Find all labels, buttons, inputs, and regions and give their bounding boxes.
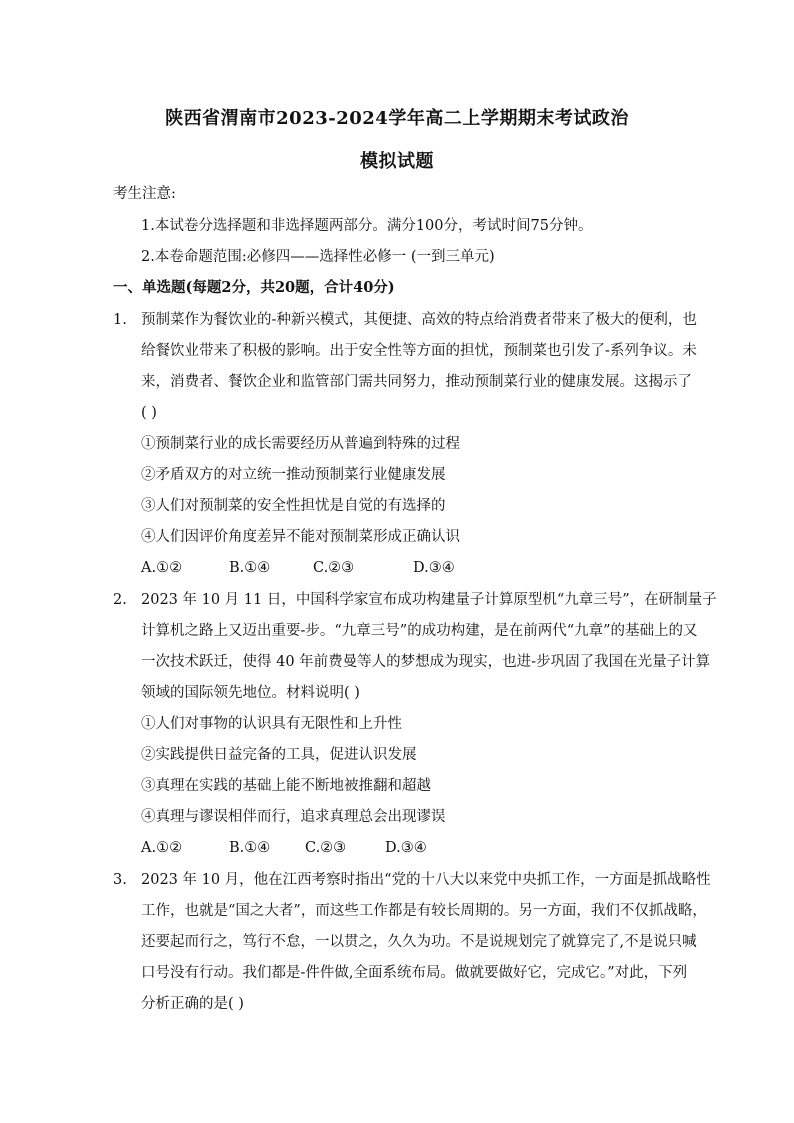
statement: ③真理在实践的基础上能不断地被推翻和超越 xyxy=(141,778,431,794)
notice-item: 1.本试卷分选择题和非选择题两部分。满分100分，考试时间75分钟。 xyxy=(141,218,593,234)
statement: ④人们因评价角度差异不能对预制菜形成正确认识 xyxy=(141,529,460,545)
notice-label: 考生注意: xyxy=(113,186,176,202)
question-stem-line: 预制菜作为餐饮业的-种新兴模式，其便捷、高效的特点给消费者带来了极大的便利，也 xyxy=(141,312,697,328)
question-stem-line: 计算机之路上又迈出重要-步。“九章三号”的成功构建，是在前两代“九章”的基础上的又 xyxy=(141,623,698,639)
section-heading: 一、单选题(每题2分，共20题，合计40分) xyxy=(113,279,395,296)
exam-title-line-2: 模拟试题 xyxy=(360,151,434,172)
answer-options xyxy=(141,558,455,578)
question-stem-line: 2023 年 10 月 11 日，中国科学家宣布成功构建量子计算原型机“九章三号”，在研制量子 xyxy=(141,592,717,608)
question-stem-line: 2023 年 10 月，他在江西考察时指出“党的十八大以来党中央抓工作，一方面是抓战略性 xyxy=(141,872,711,888)
question-stem-line: 口号没有行动。我们都是-件件做,全面系统布局。做就要做好它，完成它。”对此，下列 xyxy=(141,965,688,981)
question-number: 1. xyxy=(113,312,127,328)
question-stem-line: 分析正确的是( ) xyxy=(141,996,244,1012)
question-stem-line: 领域的国际领先地位。材料说明( ) xyxy=(141,685,360,701)
question-stem-line: 还要起而行之，笃行不怠，一以贯之，久久为功。不是说规划完了就算完了,不是说只喊 xyxy=(141,934,697,950)
question-stem-line: 给餐饮业带来了积极的影响。出于安全性等方面的担忧，预制菜也引发了-系列争议。未 xyxy=(141,343,697,359)
option-a[interactable]: A.①② xyxy=(141,840,183,856)
option-b[interactable]: B.①④ xyxy=(229,560,271,576)
statement: ①人们对事物的认识具有无限性和上升性 xyxy=(141,716,402,732)
statement: ②矛盾双方的对立统一推动预制菜行业健康发展 xyxy=(141,467,446,483)
question-stem-line: 来，消费者、餐饮企业和监管部门需共同努力，推动预制菜行业的健康发展。这揭示了 xyxy=(141,374,692,390)
option-a[interactable]: A.①② xyxy=(141,560,183,576)
option-c[interactable]: C.②③ xyxy=(313,560,355,576)
option-d[interactable]: D.③④ xyxy=(385,840,427,856)
exam-title-line-1: 陕西省渭南市2023-2024学年高二上学期期末考试政治 xyxy=(165,108,629,129)
question-number: 3. xyxy=(113,872,127,888)
answer-options xyxy=(141,838,427,858)
statement: ①预制菜行业的成长需要经历从普遍到特殊的过程 xyxy=(141,436,460,452)
statement: ②实践提供日益完备的工具，促进认识发展 xyxy=(141,747,417,763)
notice-item: 2.本卷命题范围:必修四——选择性必修一 (一到三单元) xyxy=(141,249,495,265)
option-d[interactable]: D.③④ xyxy=(413,560,455,576)
question-stem-line: 一次技术跃迁，使得 40 年前费曼等人的梦想成为现实，也进-步巩固了我国在光量子计算 xyxy=(141,654,711,670)
question-number: 2. xyxy=(113,592,127,608)
answer-blank: ( ) xyxy=(141,405,157,421)
statement: ③人们对预制菜的安全性担忧是自觉的有选择的 xyxy=(141,498,446,514)
statement: ④真理与谬误相伴而行，追求真理总会出现谬误 xyxy=(141,809,446,825)
option-c[interactable]: C.②③ xyxy=(305,840,347,856)
question-stem-line: 工作，也就是“国之大者”，而这些工作都是有较长周期的。另一方面，我们不仅抓战略， xyxy=(141,903,707,919)
option-b[interactable]: B.①④ xyxy=(229,840,271,856)
